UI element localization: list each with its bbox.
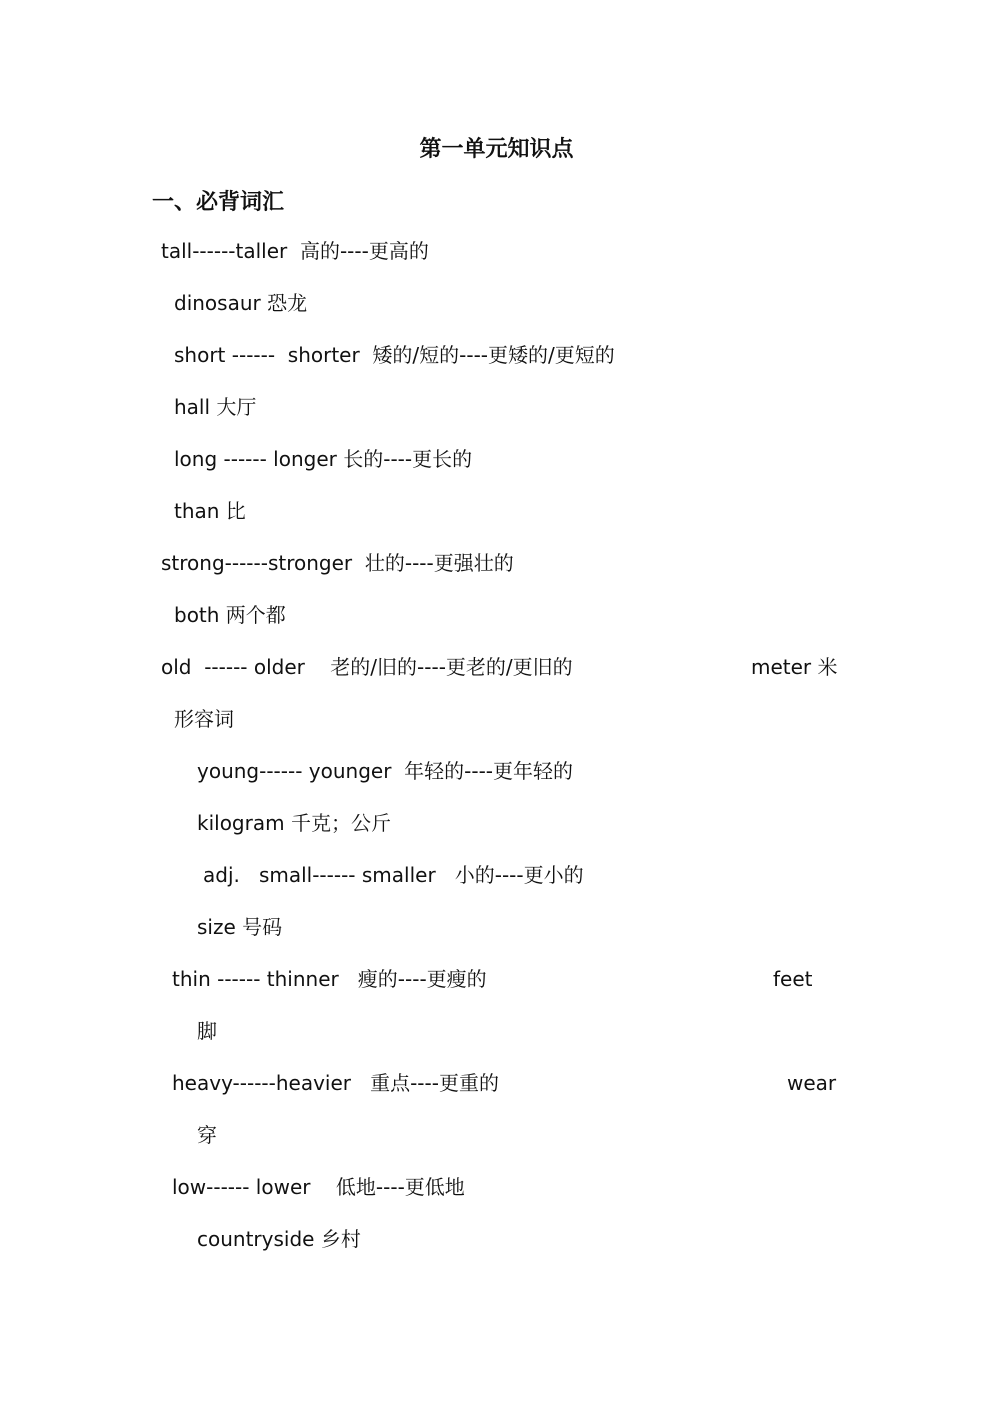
- vocab-line: 形容词: [174, 707, 234, 731]
- vocab-line: dinosaur 恐龙: [174, 291, 308, 315]
- section-heading: 一、必背词汇: [152, 189, 285, 215]
- vocab-line: both 两个都: [174, 603, 286, 627]
- vocab-line: wear: [787, 1071, 837, 1095]
- vocab-line: adj. small------ smaller 小的----更小的: [203, 863, 584, 887]
- vocab-line: low------ lower 低地----更低地: [172, 1175, 465, 1199]
- vocab-line: old ------ older 老的/旧的----更老的/更旧的: [161, 655, 573, 679]
- vocab-line: kilogram 千克；公斤: [197, 811, 391, 835]
- vocab-line: thin ------ thinner 瘦的----更瘦的: [172, 967, 487, 991]
- vocab-line: size 号码: [197, 915, 283, 939]
- vocab-line: 脚: [197, 1019, 217, 1043]
- vocab-line: heavy------heavier 重点----更重的: [172, 1071, 499, 1095]
- document-title: 第一单元知识点: [419, 136, 574, 162]
- vocab-line: short ------ shorter 矮的/短的----更矮的/更短的: [174, 343, 615, 367]
- vocab-line: than 比: [174, 499, 246, 523]
- vocab-line: meter 米: [751, 655, 838, 679]
- vocab-line: tall------taller 高的----更高的: [161, 239, 429, 263]
- vocab-line: strong------stronger 壮的----更强壮的: [161, 551, 514, 575]
- vocab-line: long ------ longer 长的----更长的: [174, 447, 473, 471]
- vocab-line: young------ younger 年轻的----更年轻的: [197, 759, 574, 783]
- vocab-line: countryside 乡村: [197, 1227, 361, 1251]
- vocab-line: feet: [773, 967, 813, 991]
- vocab-line: hall 大厅: [174, 395, 257, 419]
- vocab-line: 穿: [197, 1123, 217, 1147]
